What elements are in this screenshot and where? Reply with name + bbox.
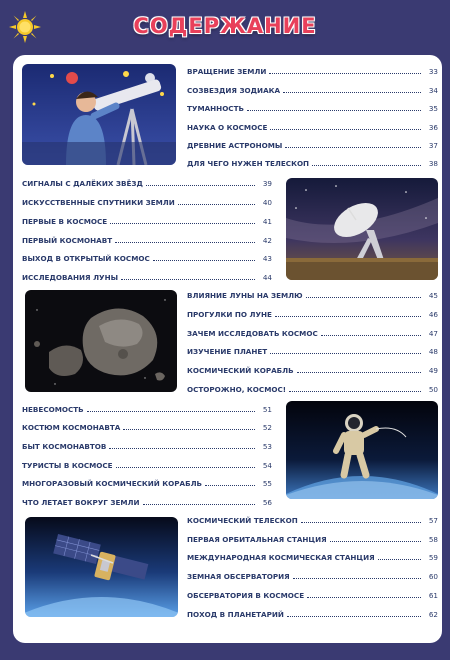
toc-entry[interactable]: ЧТО ЛЕТАЕТ ВОКРУГ ЗЕМЛИ 56 — [22, 498, 272, 507]
toc-entry[interactable]: ОСТОРОЖНО, КОСМОС! 50 — [187, 385, 438, 394]
toc-entry[interactable]: ПЕРВЫЙ КОСМОНАВТ 42 — [22, 236, 272, 245]
toc-entry[interactable]: МЕЖДУНАРОДНАЯ КОСМИЧЕСКАЯ СТАНЦИЯ 59 — [187, 553, 438, 562]
toc-entry[interactable]: ВЛИЯНИЕ ЛУНЫ НА ЗЕМЛЮ 45 — [187, 291, 438, 300]
toc-entry[interactable]: НЕВЕСОМОСТЬ 51 — [22, 405, 272, 414]
toc-entry[interactable]: БЫТ КОСМОНАВТОВ 53 — [22, 442, 272, 451]
toc-entry[interactable]: ПЕРВАЯ ОРБИТАЛЬНАЯ СТАНЦИЯ 58 — [187, 535, 438, 544]
toc-entry[interactable]: СОЗВЕЗДИЯ ЗОДИАКА 34 — [187, 86, 438, 95]
toc-entry[interactable]: ЗАЧЕМ ИССЛЕДОВАТЬ КОСМОС 47 — [187, 329, 438, 338]
toc-entry[interactable]: ТУРИСТЫ В КОСМОСЕ 54 — [22, 461, 272, 470]
toc-entry[interactable]: ТУМАННОСТЬ 35 — [187, 104, 438, 113]
toc-entry[interactable]: ПОХОД В ПЛАНЕТАРИЙ 62 — [187, 610, 438, 619]
toc-entry[interactable]: ВЫХОД В ОТКРЫТЫЙ КОСМОС 43 — [22, 254, 272, 263]
toc-entry[interactable]: ДРЕВНИЕ АСТРОНОМЫ 37 — [187, 141, 438, 150]
page-title: СОДЕРЖАНИЕ — [133, 14, 317, 38]
toc-entry[interactable]: СИГНАЛЫ С ДАЛЁКИХ ЗВЁЗД 39 — [22, 179, 272, 188]
toc-entry[interactable]: КОСТЮМ КОСМОНАВТА 52 — [22, 423, 272, 432]
toc-entry[interactable]: ПЕРВЫЕ В КОСМОСЕ 41 — [22, 217, 272, 226]
toc-entry[interactable]: НАУКА О КОСМОСЕ 36 — [187, 123, 438, 132]
toc-entry[interactable]: ИСКУССТВЕННЫЕ СПУТНИКИ ЗЕМЛИ 40 — [22, 198, 272, 207]
toc-entry[interactable]: ДЛЯ ЧЕГО НУЖЕН ТЕЛЕСКОП 38 — [187, 159, 438, 168]
toc-entry[interactable]: ЗЕМНАЯ ОБСЕРВАТОРИЯ 60 — [187, 572, 438, 581]
toc-entry[interactable]: ИССЛЕДОВАНИЯ ЛУНЫ 44 — [22, 273, 272, 282]
toc-entry[interactable]: МНОГОРАЗОВЫЙ КОСМИЧЕСКИЙ КОРАБЛЬ 55 — [22, 479, 272, 488]
toc-entry[interactable]: КОСМИЧЕСКИЙ ТЕЛЕСКОП 57 — [187, 516, 438, 525]
toc-entry[interactable]: КОСМИЧЕСКИЙ КОРАБЛЬ 49 — [187, 366, 438, 375]
toc-entry[interactable]: ИЗУЧЕНИЕ ПЛАНЕТ 48 — [187, 347, 438, 356]
toc-entry[interactable]: ОБСЕРВАТОРИЯ В КОСМОСЕ 61 — [187, 591, 438, 600]
toc-entry[interactable]: ВРАЩЕНИЕ ЗЕМЛИ 33 — [187, 67, 438, 76]
toc-entry[interactable]: ПРОГУЛКИ ПО ЛУНЕ 46 — [187, 310, 438, 319]
